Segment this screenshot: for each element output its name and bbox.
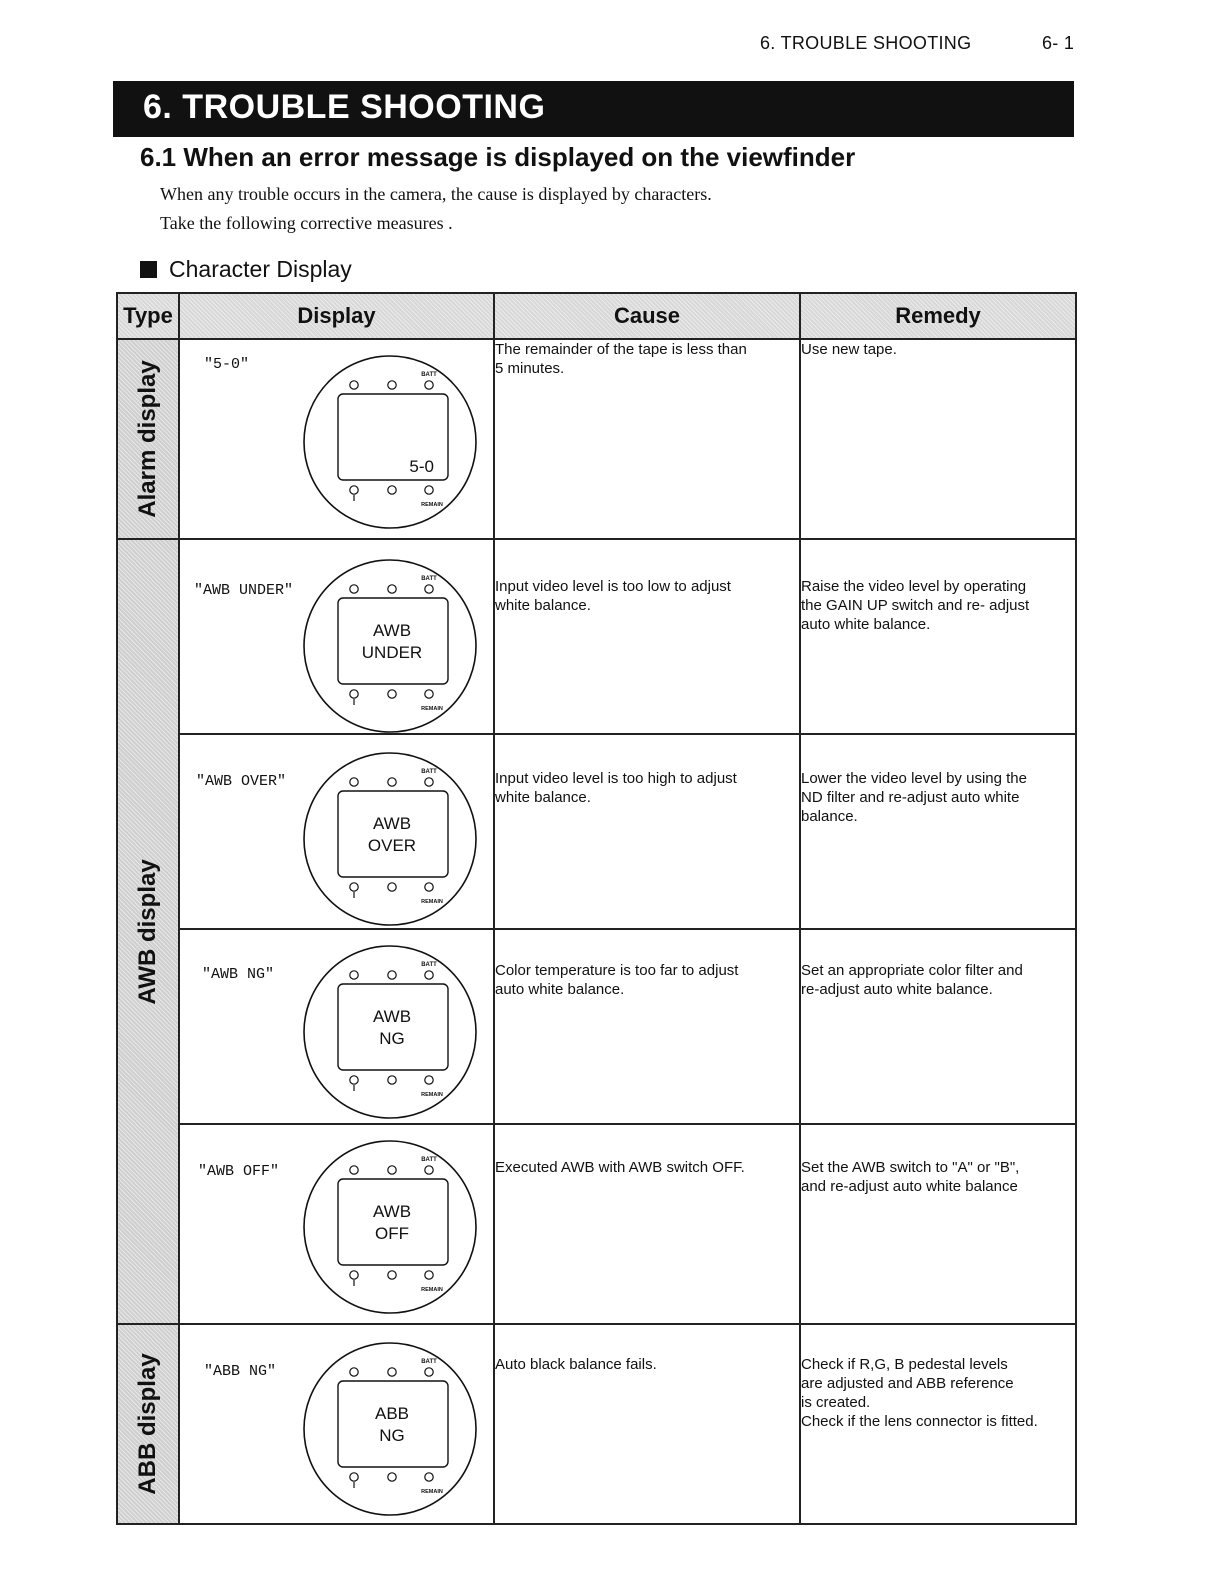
display-cell — [179, 929, 494, 1124]
remain-indicator-label: REMAIN — [421, 706, 443, 712]
display-code: "AWB OVER" — [196, 773, 287, 790]
type-awb — [117, 539, 179, 1324]
remedy-cell — [800, 929, 1076, 1124]
header-cause: Cause — [494, 293, 800, 339]
batt-indicator-label: BATT — [421, 372, 437, 378]
cause-cell — [494, 1324, 800, 1524]
intro-line-2: Take the following corrective measures . — [160, 213, 453, 233]
intro-line-1: When any trouble occurs in the camera, the cause is displayed by characters. — [160, 184, 712, 204]
cause-line: Input video level is too low to adjust — [495, 578, 731, 595]
remain-indicator-label: REMAIN — [421, 1092, 443, 1098]
viewfinder-screen-text: AWB — [372, 621, 412, 640]
viewfinder-diagram — [302, 944, 478, 1120]
header-display: Display — [179, 293, 494, 339]
header-type: Type — [117, 293, 179, 339]
remedy-line: are adjusted and ABB reference — [801, 1375, 1014, 1392]
viewfinder-screen-text: NG — [379, 1029, 405, 1048]
type-alarm — [117, 339, 179, 539]
display-code: "AWB UNDER" — [194, 582, 294, 599]
table-row — [117, 539, 1076, 734]
display-code: "5-0" — [204, 356, 250, 373]
display-cell — [179, 539, 494, 734]
remain-indicator-label: REMAIN — [421, 899, 443, 905]
cause-line: 5 minutes. — [495, 360, 565, 377]
table-row — [117, 339, 1076, 539]
display-cell — [179, 339, 494, 539]
type-label: AWB display — [134, 858, 161, 1005]
remedy-cell — [800, 339, 1076, 539]
display-code: "AWB NG" — [202, 966, 275, 983]
viewfinder-diagram — [302, 1341, 478, 1517]
running-header — [760, 33, 1075, 54]
remedy-line: auto white balance. — [801, 616, 931, 633]
remain-indicator-label: REMAIN — [421, 1287, 443, 1293]
remedy-line: Lower the video level by using the — [801, 770, 1027, 787]
table-header-row — [117, 293, 1076, 339]
display-code: "ABB NG" — [204, 1363, 277, 1380]
cause-cell — [494, 929, 800, 1124]
cause-line: Auto black balance fails. — [495, 1356, 657, 1373]
cause-cell — [494, 539, 800, 734]
trouble-table — [116, 292, 1077, 1525]
subheading — [140, 256, 352, 283]
remedy-line: Check if R,G, B pedestal levels — [801, 1356, 1008, 1373]
type-abb — [117, 1324, 179, 1524]
viewfinder-screen-text: OFF — [375, 1224, 409, 1243]
viewfinder-screen-text: AWB — [372, 1202, 412, 1221]
viewfinder-screen-text: AWB — [372, 814, 412, 833]
display-cell — [179, 1124, 494, 1324]
section-title: 6.1 When an error message is displayed on the viewfinder — [140, 142, 856, 172]
display-cell — [179, 1324, 494, 1524]
table-row — [117, 1324, 1076, 1524]
viewfinder-screen-text: ABB — [374, 1404, 410, 1423]
table-row — [117, 929, 1076, 1124]
running-header-section: 6. TROUBLE SHOOTING — [760, 33, 972, 53]
remedy-line: Set the AWB switch to "A" or "B", — [801, 1159, 1020, 1176]
remedy-cell — [800, 539, 1076, 734]
viewfinder-diagram — [302, 751, 478, 927]
cause-line: Color temperature is too far to adjust — [495, 962, 739, 979]
remedy-line: Set an appropriate color filter and — [801, 962, 1023, 979]
type-label: ABB display — [134, 1353, 161, 1495]
viewfinder-diagram — [302, 1139, 478, 1315]
remedy-line: is created. — [801, 1394, 871, 1411]
remedy-line: Check if the lens connector is fitted. — [801, 1413, 1038, 1430]
cause-line: Executed AWB with AWB switch OFF. — [495, 1159, 745, 1176]
remain-indicator-label: REMAIN — [421, 1489, 443, 1495]
cause-line: white balance. — [495, 597, 591, 614]
type-label: Alarm display — [134, 360, 161, 518]
remedy-line: balance. — [801, 808, 858, 825]
remedy-line: Raise the video level by operating — [801, 578, 1027, 595]
display-cell — [179, 734, 494, 929]
remedy-line: the GAIN UP switch and re- adjust — [801, 597, 1030, 614]
table-row — [117, 734, 1076, 929]
viewfinder-diagram — [302, 558, 478, 734]
cause-line: Input video level is too high to adjust — [495, 770, 737, 787]
square-bullet-icon — [140, 261, 157, 278]
viewfinder-screen-text: AWB — [372, 1007, 412, 1026]
viewfinder-screen-text: UNDER — [361, 643, 423, 662]
batt-indicator-label: BATT — [421, 576, 437, 582]
remedy-cell — [800, 1324, 1076, 1524]
page-number: 6- 1 — [1042, 33, 1075, 53]
chapter-banner — [113, 81, 1074, 137]
chapter-title: 6. TROUBLE SHOOTING — [143, 88, 546, 126]
batt-indicator-label: BATT — [421, 1359, 437, 1365]
batt-indicator-label: BATT — [421, 962, 437, 968]
cause-cell — [494, 734, 800, 929]
remain-indicator-label: REMAIN — [421, 502, 443, 508]
subheading-text: Character Display — [169, 256, 352, 282]
display-code: "AWB OFF" — [198, 1163, 280, 1180]
viewfinder-screen-text: NG — [379, 1426, 405, 1445]
table-row — [117, 1124, 1076, 1324]
cause-line: white balance. — [495, 789, 591, 806]
remedy-line: ND filter and re-adjust auto white — [801, 789, 1020, 806]
remedy-cell — [800, 1124, 1076, 1324]
viewfinder-screen-text: OVER — [367, 836, 417, 855]
batt-indicator-label: BATT — [421, 769, 437, 775]
viewfinder-diagram — [302, 354, 478, 530]
cause-line: auto white balance. — [495, 981, 625, 998]
header-remedy: Remedy — [800, 293, 1076, 339]
cause-line: The remainder of the tape is less than — [495, 341, 747, 358]
remedy-cell — [800, 734, 1076, 929]
cause-cell — [494, 339, 800, 539]
remedy-line: Use new tape. — [801, 341, 897, 358]
remedy-line: re-adjust auto white balance. — [801, 981, 993, 998]
remedy-line: and re-adjust auto white balance — [801, 1178, 1018, 1195]
batt-indicator-label: BATT — [421, 1157, 437, 1163]
viewfinder-screen-text: 5-0 — [409, 457, 434, 476]
cause-cell — [494, 1124, 800, 1324]
